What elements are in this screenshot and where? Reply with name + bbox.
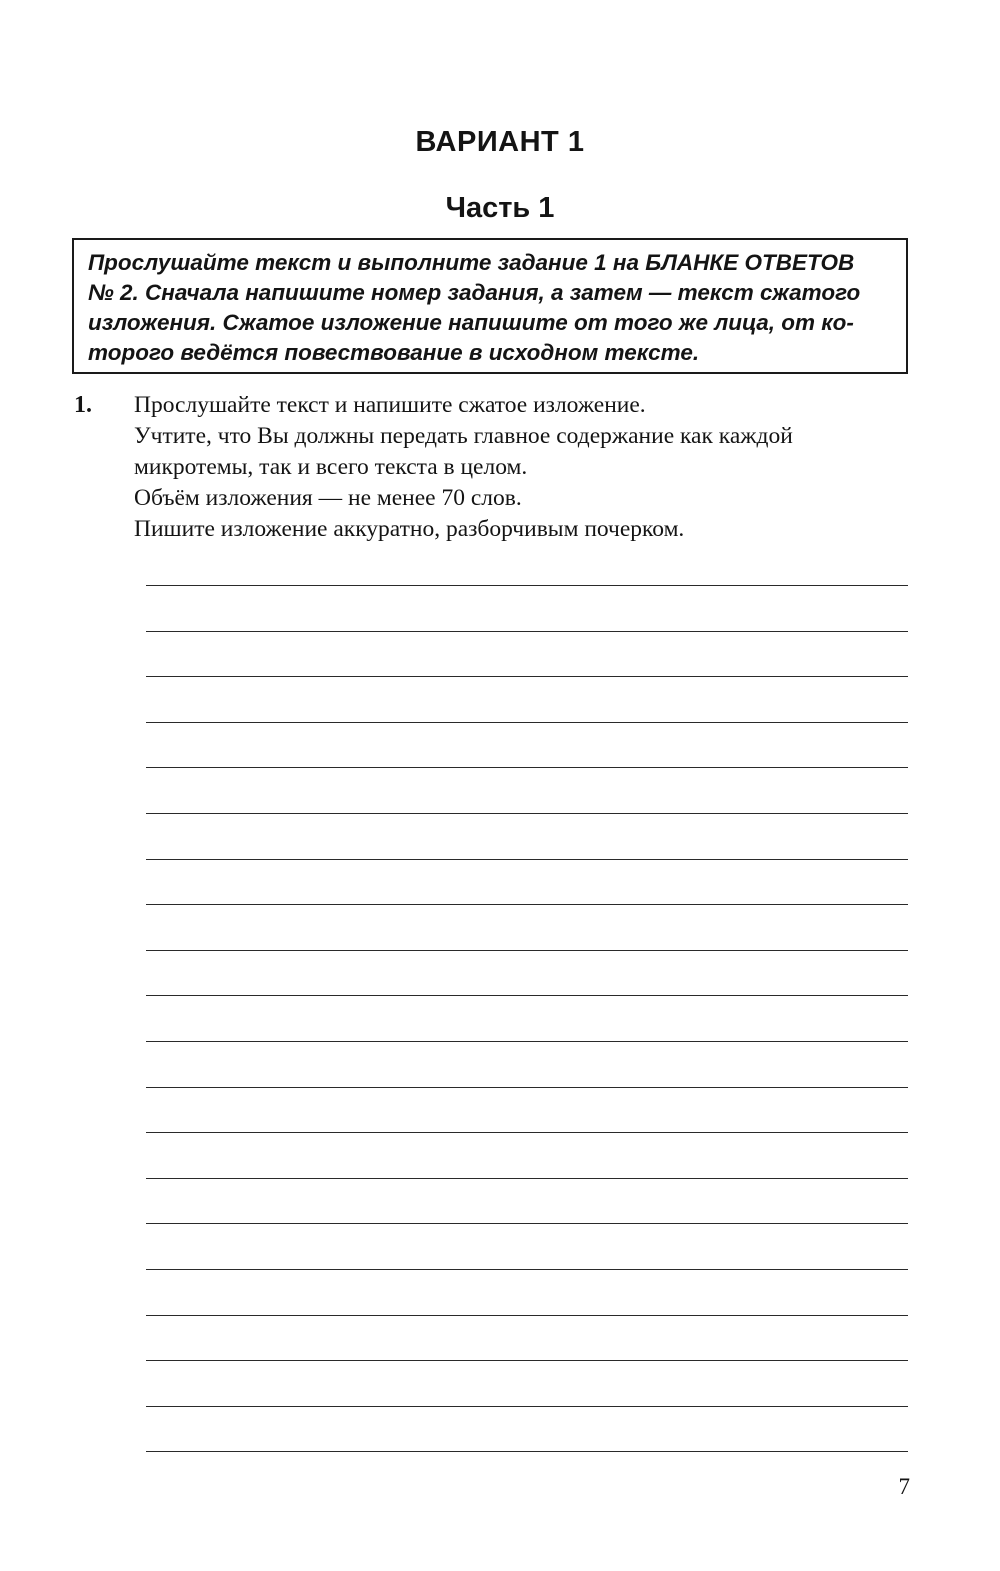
page-number: 7 [898, 1474, 910, 1499]
answer-writing-area[interactable] [146, 540, 908, 1460]
answer-line[interactable] [146, 1315, 908, 1316]
instruction-line: Прослушайте текст и выполните задание 1 на БЛАНКЕ ОТВЕТОВ [88, 250, 855, 275]
task-number: 1. [74, 392, 92, 418]
answer-line[interactable] [146, 1360, 908, 1361]
task-line: Пишите изложение аккуратно, разборчивым почерком. [134, 516, 685, 542]
answer-line[interactable] [146, 676, 908, 677]
instruction-line: № 2. Сначала напишите номер задания, а затем — текст сжатого [88, 280, 861, 305]
answer-line[interactable] [146, 950, 908, 951]
variant-title: ВАРИАНТ 1 [415, 126, 585, 158]
task-line: микротемы, так и всего текста в целом. [134, 454, 528, 480]
answer-line[interactable] [146, 767, 908, 768]
answer-line[interactable] [146, 1178, 908, 1179]
answer-line[interactable] [146, 904, 908, 905]
task-line: Объём изложения — не менее 70 слов. [134, 485, 522, 511]
answer-line[interactable] [146, 995, 908, 996]
part-title: Часть 1 [445, 192, 555, 224]
task-line: Прослушайте текст и напишите сжатое изложение. [134, 392, 646, 418]
instruction-box [72, 238, 908, 374]
answer-line[interactable] [146, 1406, 908, 1407]
answer-line[interactable] [146, 1269, 908, 1270]
answer-line[interactable] [146, 813, 908, 814]
answer-line[interactable] [146, 1132, 908, 1133]
answer-line[interactable] [146, 1087, 908, 1088]
task-line: Учтите, что Вы должны передать главное содержание как каждой [134, 423, 793, 449]
task-text [134, 390, 934, 545]
answer-line[interactable] [146, 631, 908, 632]
answer-line[interactable] [146, 1223, 908, 1224]
answer-line[interactable] [146, 722, 908, 723]
answer-line[interactable] [146, 585, 908, 586]
answer-line[interactable] [146, 1041, 908, 1042]
instruction-line: изложения. Сжатое изложение напишите от того же лица, от ко- [88, 310, 854, 335]
answer-line[interactable] [146, 859, 908, 860]
instruction-line: торого ведётся повествование в исходном тексте. [88, 340, 700, 365]
answer-line[interactable] [146, 1451, 908, 1452]
